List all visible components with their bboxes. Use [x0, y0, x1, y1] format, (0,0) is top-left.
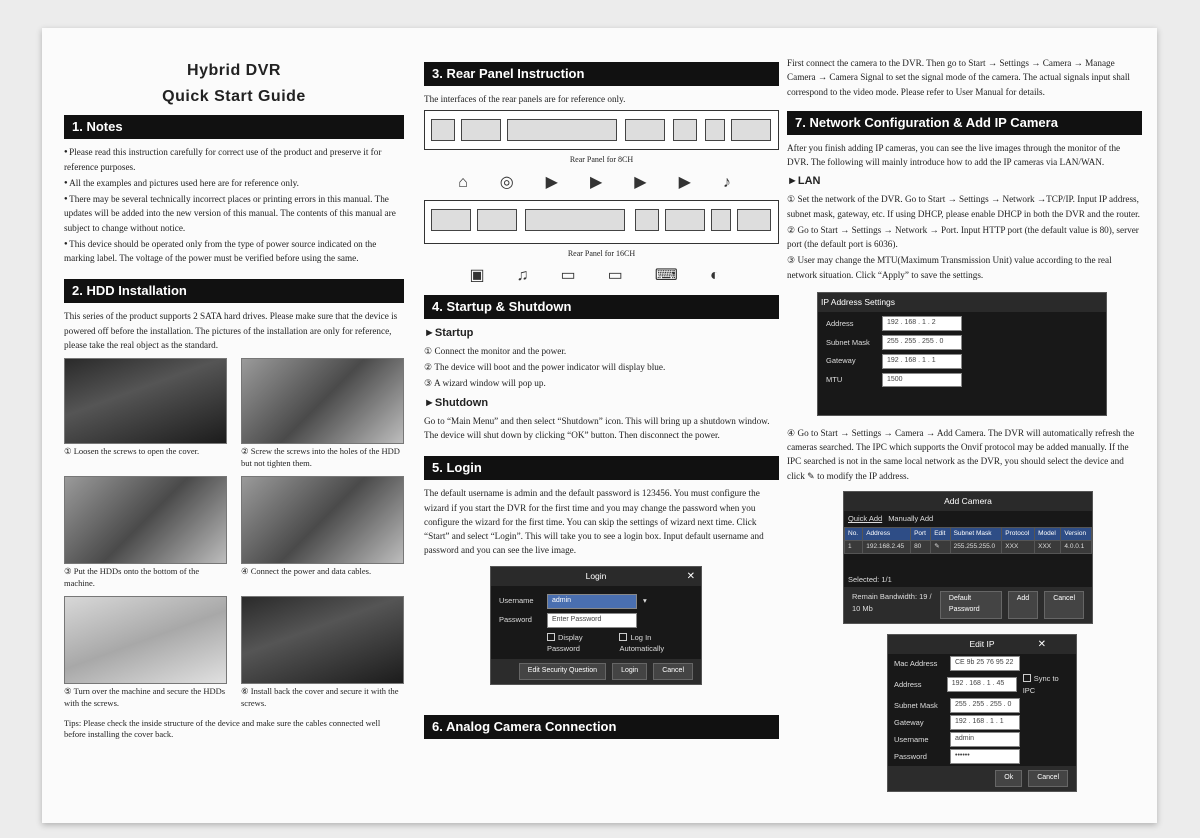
- hdd-step: [64, 476, 227, 590]
- edit-security-question-button[interactable]: Edit Security Question: [519, 663, 606, 680]
- dvr-photo: [241, 596, 404, 684]
- video-in-ports: [507, 119, 617, 141]
- section-heading-network: 7. Network Configuration & Add IP Camera: [787, 111, 1142, 135]
- subnet-label: Subnet Mask: [894, 701, 938, 711]
- gateway-label: Gateway: [894, 717, 924, 727]
- rear-caption-16ch: Rear Panel for 16CH: [567, 248, 636, 258]
- mac-field: CE 9b 25 76 95 22: [950, 656, 1020, 671]
- doc-title: [64, 58, 404, 109]
- cancel-button[interactable]: Cancel: [1044, 591, 1084, 619]
- address-label: Address: [894, 680, 922, 689]
- login-dialog-title: Login: [491, 567, 701, 586]
- address-label: Address: [826, 318, 854, 328]
- hdmi-port: [673, 119, 697, 141]
- lan-port: [705, 119, 725, 141]
- hdd-steps-grid: [64, 358, 404, 709]
- default-password-button[interactable]: Default Password: [940, 591, 1002, 619]
- ok-button[interactable]: Ok: [995, 770, 1022, 787]
- hdd-photo: [241, 476, 404, 564]
- lan-step: ① Set the network of the DVR. Go to Start → Settings → Network →TCP/IP. Input IP address, subnet mask, gateway, etc. If using DHCP, please enable DHCP in both the DVR and the router.: [787, 194, 1140, 219]
- startup-step: ① Connect the monitor and the power.: [424, 345, 567, 356]
- hdd-step: [241, 358, 404, 470]
- section-heading-startup: 4. Startup & Shutdown: [424, 295, 779, 319]
- mtu-label: MTU: [826, 375, 843, 385]
- add-camera-title: Add Camera: [844, 492, 1092, 511]
- ip-dialog-title: IP Address Settings: [818, 293, 1106, 312]
- ip-settings-dialog: [817, 292, 1107, 416]
- add-camera-step: ④ Go to Start → Settings → Camera → Add Camera. The DVR will automatically refresh the cameras searched. The IPC which supports the Onvif protocol may be added manually. If the IPC searched is not in the same local network as the DVR, you should select the device and click ✎ to modify the IP address.: [787, 427, 1135, 481]
- subnet-label: Subnet Mask: [826, 337, 870, 347]
- shutdown-subheading: ►Shutdown: [424, 396, 489, 409]
- selected-count: Selected: 1/1: [848, 574, 892, 584]
- hdmi-port: [635, 209, 659, 231]
- power-port: [731, 119, 771, 141]
- step-caption: ④ Connect the power and data cables.: [241, 566, 372, 576]
- column-left: [64, 58, 404, 743]
- add-camera-dialog: [843, 491, 1093, 624]
- login-dialog: [490, 566, 702, 685]
- note-item: ● Please read this instruction carefully for correct use of the product and preserve it for reference purposes.: [64, 145, 404, 174]
- shutdown-text: Go to “Main Menu” and then select “Shutdown” icon. This will bring up a shutdown window. The device will shut down by clicking “OK” button. Then disconnect the power.: [424, 415, 770, 440]
- title-line-1: Hybrid DVR: [187, 62, 281, 79]
- address-input[interactable]: 192 . 168 . 1 . 2: [882, 316, 962, 331]
- audio-port: [477, 209, 517, 231]
- hdd-intro: This series of the product supports 2 SATA hard drives. Please make sure that the device is powered off before the installation. The pictures of the installation are only for reference, please take the real object as the standard.: [64, 311, 398, 350]
- rear-caption-8ch: Rear Panel for 8CH: [569, 155, 634, 165]
- gateway-label: Gateway: [826, 356, 856, 366]
- mtu-input[interactable]: 1500: [882, 373, 962, 388]
- cancel-button[interactable]: Cancel: [653, 663, 693, 680]
- column-middle: [424, 56, 779, 745]
- note-item: ● This device should be operated only from the type of power source indicated on the marking label. The voltage of the power must be verified before using the same.: [64, 237, 404, 266]
- lan-port: [711, 209, 731, 231]
- peripheral-icons: ▣ ♫ ▭ ▭ ⌨ ◐: [469, 266, 734, 284]
- vga-port: [625, 119, 665, 141]
- section-heading-analog: 6. Analog Camera Connection: [424, 715, 779, 739]
- camera-icons: ⌂ ◎ ▶ ▶ ▶ ▶ ♪: [458, 173, 745, 191]
- table-row[interactable]: 1 192.168.2.45 80 ✎ 255.255.255.0 XXX XXX 4.0.0.1: [845, 540, 1092, 553]
- table-header: No. Address Port Edit Subnet Mask Protocol Model Version: [845, 527, 1092, 540]
- lan-step: ② Go to Start → Settings → Network → Port. Input HTTP port (the default value is 80), server port (the default port is 6036).: [787, 224, 1139, 250]
- alarm-port: [431, 209, 471, 231]
- note-item: ● All the examples and pictures used here are for reference only.: [64, 176, 404, 190]
- section-heading-notes: 1. Notes: [64, 115, 404, 139]
- rear-panel-16ch: [424, 200, 779, 244]
- gateway-input[interactable]: 192 . 168 . 1 . 1: [950, 715, 1020, 730]
- username-label: Username: [499, 596, 534, 606]
- sync-ipc-checkbox[interactable]: Sync to IPC: [1022, 674, 1059, 695]
- close-icon[interactable]: ✕: [1037, 639, 1046, 651]
- edit-ip-dialog: [887, 634, 1077, 791]
- cancel-button[interactable]: Cancel: [1028, 770, 1068, 787]
- vga-port: [665, 209, 705, 231]
- hdd-photo: [64, 596, 227, 684]
- column-right: [787, 54, 1142, 792]
- auto-login-checkbox[interactable]: Log In Automatically: [619, 632, 665, 654]
- subnet-input[interactable]: 255 . 255 . 255 . 0: [882, 335, 962, 350]
- chevron-down-icon[interactable]: ▾: [643, 596, 647, 606]
- section-heading-rear-panel: 3. Rear Panel Instruction: [424, 62, 779, 86]
- section-heading-hdd: 2. HDD Installation: [64, 279, 404, 303]
- display-password-checkbox[interactable]: Display Password: [547, 632, 583, 654]
- startup-subheading: ►Startup: [424, 326, 474, 339]
- startup-step: ③ A wizard window will pop up.: [424, 378, 546, 389]
- login-button[interactable]: Login: [612, 663, 647, 680]
- gateway-input[interactable]: 192 . 168 . 1 . 1: [882, 354, 962, 369]
- password-input[interactable]: Enter Password: [547, 613, 637, 628]
- hdd-photo: [64, 476, 227, 564]
- login-text: The default username is admin and the default password is 123456. You must configure the wizard if you start the DVR for the first time and you may change the password when you configure the wizard for the first time. You can skip the settings of wizard next time. Click “Start” and select “Login”. This will take you to see a login box. Input default username and password and you can see the live image.: [424, 488, 764, 556]
- subnet-input[interactable]: 255 . 255 . 255 . 0: [950, 698, 1020, 713]
- edit-icon[interactable]: ✎: [931, 540, 950, 553]
- username-input[interactable]: admin: [950, 732, 1020, 747]
- password-label: Password: [499, 615, 532, 625]
- hdd-step: [64, 596, 227, 710]
- hdd-photo: [241, 358, 404, 444]
- address-input[interactable]: 192 . 168 . 1 . 45: [947, 677, 1017, 692]
- alarm-port: [431, 119, 455, 141]
- note-item: ● There may be several technically incorrect places or printing errors in this manual. The updates will be added into the new version of this manual. The contents of this manual are subject to change without notice.: [64, 192, 404, 235]
- step-caption: ⑥ Install back the cover and secure it with the screws.: [241, 685, 399, 708]
- hdd-tips: Tips: Please check the inside structure of the device and make sure the cables connected well before installing the cover back.: [64, 717, 381, 740]
- bandwidth-text: Remain Bandwidth: 19 / 10 Mb: [852, 592, 932, 614]
- step-caption: ⑤ Turn over the machine and secure the HDDs with the screws.: [64, 685, 226, 708]
- title-line-2: Quick Start Guide: [162, 87, 306, 105]
- manual-sheet: [42, 28, 1157, 823]
- edit-ip-title: Edit IP: [888, 635, 1076, 654]
- password-input[interactable]: ••••••: [950, 749, 1020, 764]
- rear-intro: The interfaces of the rear panels are for reference only.: [424, 94, 626, 105]
- close-icon[interactable]: ✕: [686, 570, 695, 582]
- camera-table: [844, 527, 1092, 554]
- video-in-ports: [525, 209, 625, 231]
- step-caption: ③ Put the HDDs onto the bottom of the machine.: [64, 566, 200, 588]
- tab-manually-add[interactable]: Manually Add: [888, 514, 934, 524]
- add-button[interactable]: Add: [1008, 591, 1038, 619]
- section-heading-login: 5. Login: [424, 456, 779, 480]
- hdd-step: [241, 476, 404, 590]
- step-caption: ② Screw the screws into the holes of the HDD but not tighten them.: [241, 446, 400, 469]
- network-intro: After you finish adding IP cameras, you can see the live images through the monitor of the DVR. The following will mainly introduce how to add the IP cameras via LAN/WAN.: [787, 142, 1121, 168]
- hdd-step: [64, 358, 227, 470]
- table-empty-area: [844, 554, 1092, 572]
- analog-text: First connect the camera to the DVR. Then go to Start → Settings → Camera → Manage Camera → Camera Signal to set the signal mode of the camera. The actual signals input shall correspond to the video mode. Please refer to User Manual for details.: [787, 58, 1130, 97]
- hdd-step: [241, 596, 404, 710]
- power-port: [737, 209, 771, 231]
- mac-label: Mac Address: [894, 658, 938, 668]
- lan-subheading: ►LAN: [787, 175, 821, 188]
- tab-quick-add[interactable]: Quick Add: [848, 514, 883, 524]
- password-label: Password: [894, 751, 927, 761]
- username-label: Username: [894, 734, 929, 744]
- lan-step: ③ User may change the MTU(Maximum Transmission Unit) value according to the real network situation. Click “Apply” to save the settings.: [787, 255, 1112, 280]
- rear-panel-8ch: [424, 110, 779, 150]
- audio-port: [461, 119, 501, 141]
- username-select[interactable]: admin: [547, 594, 637, 609]
- startup-step: ② The device will boot and the power indicator will display blue.: [424, 362, 666, 373]
- step-caption: ① Loosen the screws to open the cover.: [64, 446, 200, 457]
- dvr-photo: [64, 358, 227, 444]
- notes-list: [64, 145, 404, 265]
